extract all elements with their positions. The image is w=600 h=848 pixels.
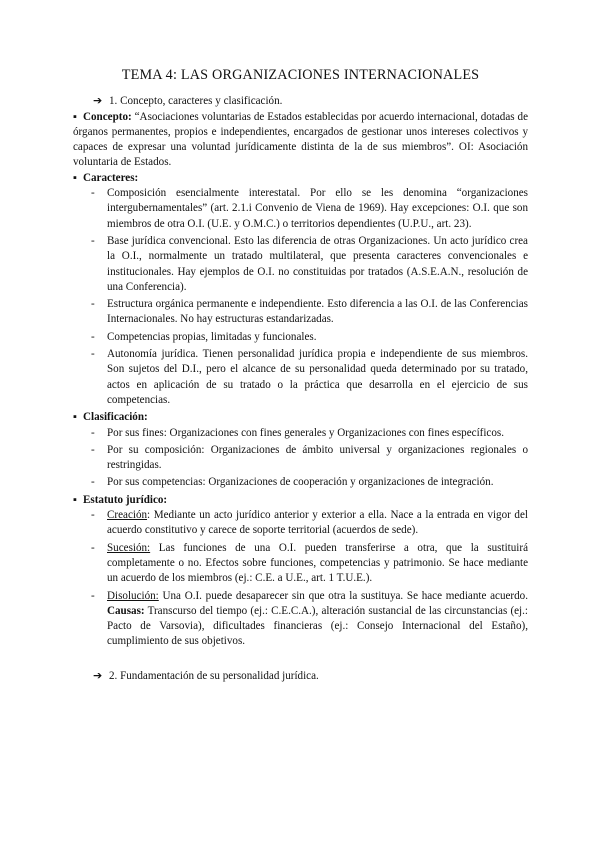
causas-text: Transcurso del tiempo (ej.: C.E.C.A.), alteración sustancial de las circunstancias (ej.: Pacto de Varsovia), dificultades financieras (ej.: Consejo Internacional del Estaño), cumplimiento de sus objetivos. xyxy=(107,604,528,648)
clasificacion-list xyxy=(73,426,528,491)
causas-label: Causas: xyxy=(107,604,145,617)
spacer xyxy=(73,652,528,668)
list-item: - Por sus fines: Organizaciones con fines generales y Organizaciones con fines específicos. xyxy=(93,426,528,441)
creacion-label: Creación xyxy=(107,509,148,522)
list-item: - Competencias propias, limitadas y funcionales. xyxy=(93,330,528,345)
sucesion-text: Las funciones de una O.I. pueden transferirse a otra, que la sustituirá completamente o no. Efectos sobre funciones, competencias y patrimonio. Se hace mediante un acuerdo de los miembros (ej.: C.E. a U.E., art. 1 T.U.E.). xyxy=(107,541,528,585)
section-heading-1 xyxy=(93,93,528,109)
concepto-paragraph xyxy=(73,110,528,171)
clasificacion-label: Clasificación: xyxy=(83,411,148,424)
list-item: - Por su composición: Organizaciones de ámbito universal y organizaciones regionales o restringidas. xyxy=(93,443,528,474)
creacion-text: : Mediante un acto jurídico anterior y exterior a ella. Nace a la entrada en vigor del acuerdo constitutivo y carece de soporte territorial (acuerdos de sede). xyxy=(107,509,528,537)
list-item: - Base jurídica convencional. Esto las diferencia de otras Organizaciones. Un acto jurídico crea la O.I., normalmente un tratado multilateral, que presenta caracteres convencionales e institucionales. Hay ejemplos de O.I. no constituidas por tratados (A.S.E.A.N., resolución de una Conferencia). xyxy=(93,234,528,295)
list-item: - Autonomía jurídica. Tienen personalidad jurídica propia e independiente de sus miembros. Son sujetos del D.I., pero el alcance de su personalidad queda determinado por su tratado, actos en aplicación de su tratado o la práctica que desarrolla en el ejercicio de sus competencias. xyxy=(93,347,528,408)
caracteres-label: Caracteres: xyxy=(83,171,139,184)
clasificacion-heading xyxy=(73,410,528,425)
page-title: TEMA 4: LAS ORGANIZACIONES INTERNACIONALES xyxy=(121,67,480,83)
estatuto-label: Estatuto jurídico: xyxy=(83,493,168,506)
section-heading-2 xyxy=(93,668,528,684)
bullet-icon: ▪ xyxy=(73,411,77,424)
bullet-icon: ▪ xyxy=(73,493,77,506)
document-page xyxy=(73,68,528,684)
arrow-icon: ➔ xyxy=(93,94,103,108)
concepto-text: “Asociaciones voluntarias de Estados establecidas por acuerdo internacional, dotadas de órganos permanentes, propios e independientes, encargados de gestionar unos intereses colectivos y capaces de expresar una voluntad jurídicamente distinta de la de sus miembros”. OI: Asociación voluntaria de Estados. xyxy=(73,110,528,169)
bullet-icon: ▪ xyxy=(73,171,77,184)
section-heading-1-text: 1. Concepto, caracteres y clasificación. xyxy=(109,95,283,108)
arrow-icon: ➔ xyxy=(93,668,103,682)
list-item: - Estructura orgánica permanente e independiente. Esto diferencia a las O.I. de las Conferencias Internacionales. No hay estructuras estandarizadas. xyxy=(93,297,528,328)
estatuto-heading xyxy=(73,493,528,508)
caracteres-list xyxy=(73,186,528,408)
concepto-label: Concepto: xyxy=(83,110,132,123)
list-item: - Por sus competencias: Organizaciones de cooperación y organizaciones de integración. xyxy=(93,475,528,490)
sucesion-label: Sucesión: xyxy=(107,541,151,554)
bullet-icon: ▪ xyxy=(73,110,77,123)
list-item-sucesion xyxy=(93,541,528,587)
list-item-creacion xyxy=(93,508,528,539)
disolucion-text: Una O.I. puede desaparecer sin que otra la sustituya. Se hace mediante acuerdo. xyxy=(158,589,528,602)
list-item-disolucion xyxy=(93,589,528,650)
estatuto-list xyxy=(73,508,528,650)
section-heading-2-text: 2. Fundamentación de su personalidad jurídica. xyxy=(109,669,319,682)
disolucion-label: Disolución: xyxy=(107,589,159,602)
list-item: - Composición esencialmente interestatal. Por ello se les denomina “organizaciones intergubernamentales” (art. 2.1.i Convenio de Viena de 1969). Hay excepciones: O.I. que son miembros de otra O.I. (U.E. y O.M.C.) o territorios dependientes (U.P.U., art. 23). xyxy=(93,186,528,232)
caracteres-heading xyxy=(73,171,528,186)
